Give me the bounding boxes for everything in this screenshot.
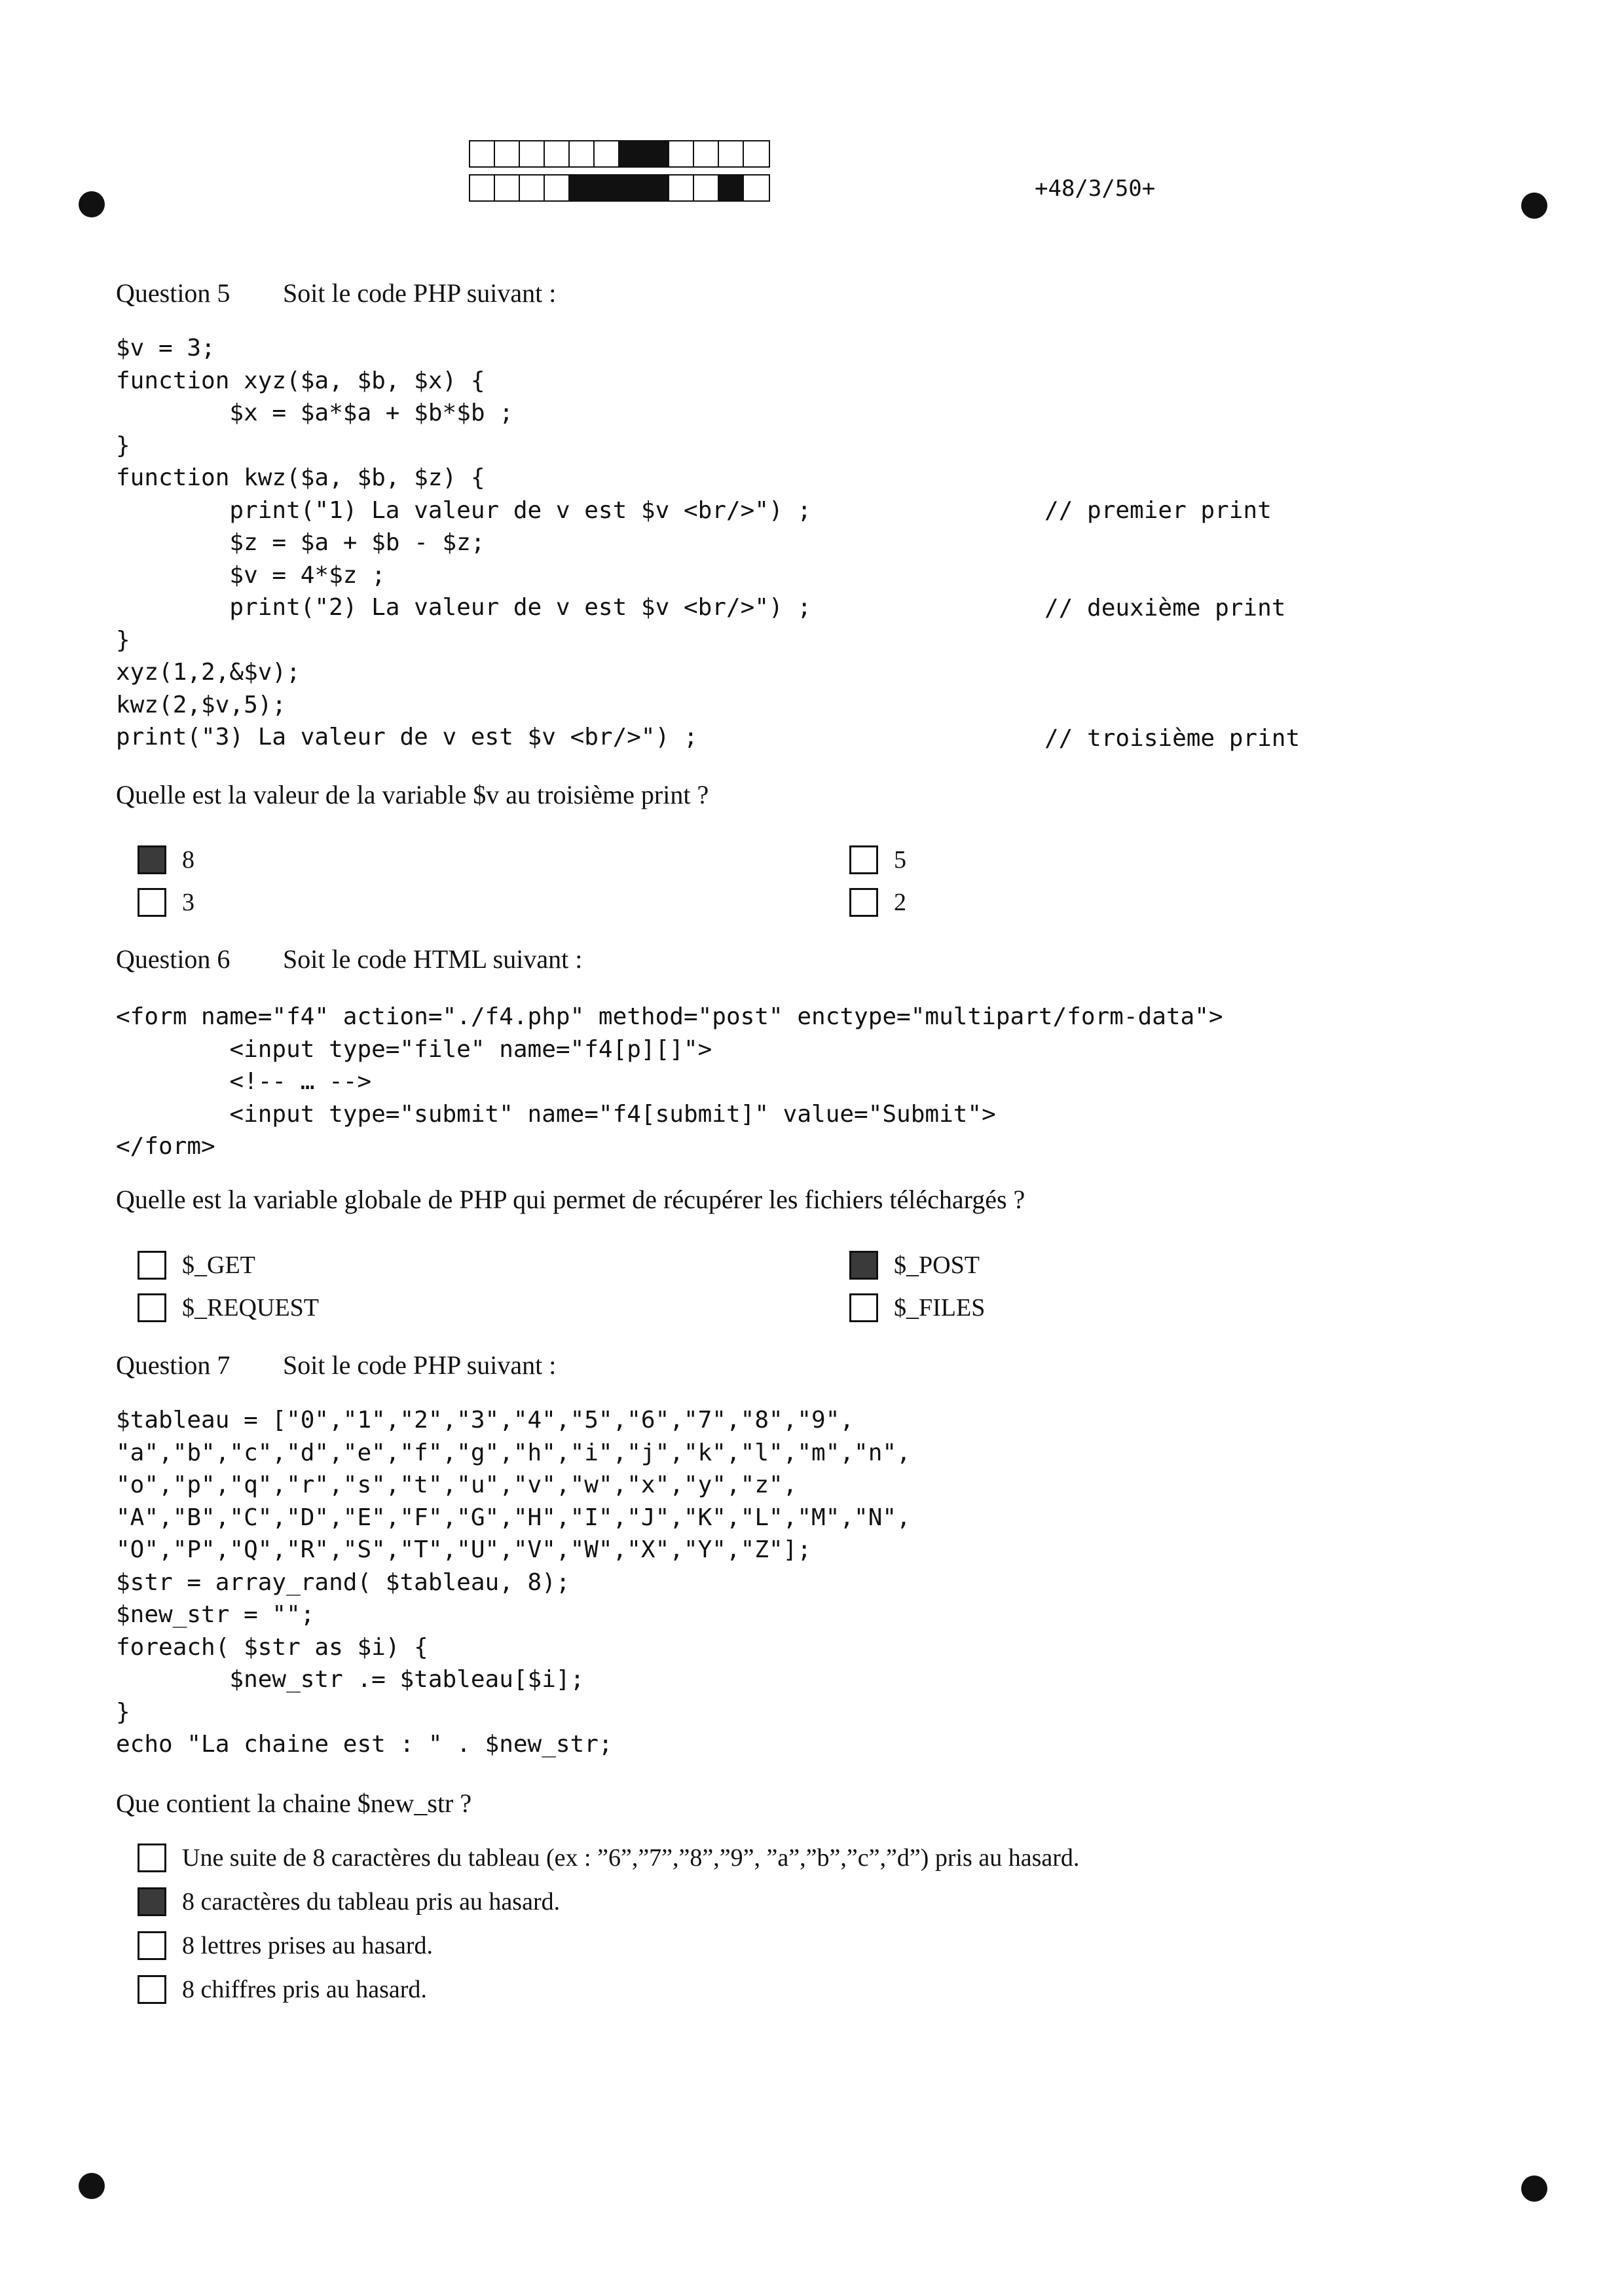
option-label: $_POST — [894, 1251, 980, 1279]
registration-mark-bottom-left — [79, 2173, 105, 2199]
checkbox[interactable] — [138, 1293, 166, 1322]
option-label: $_GET — [182, 1251, 255, 1279]
question-7-prompt: Que contient la chaine $new_str ? — [116, 1788, 472, 1818]
barcode-row-1 — [469, 140, 770, 168]
option-label: 3 — [182, 889, 194, 916]
checkbox[interactable] — [138, 1931, 166, 1960]
option-post[interactable] — [849, 1251, 980, 1280]
comment-troisieme-print: // troisième print — [1044, 725, 1301, 752]
question-6-prompt: Quelle est la variable globale de PHP qui permet de récupérer les fichiers téléchargés ? — [116, 1185, 1025, 1214]
registration-mark-top-right — [1521, 193, 1547, 219]
option-label: 8 — [182, 846, 194, 874]
option-2[interactable] — [849, 888, 906, 917]
option-get[interactable] — [138, 1251, 255, 1280]
question-number: Question 7 — [116, 1350, 231, 1380]
option-label: 8 lettres prises au hasard. — [182, 1932, 434, 1959]
checkbox[interactable] — [138, 1251, 166, 1280]
option-label: 5 — [894, 846, 906, 874]
option-3[interactable] — [138, 888, 194, 917]
checkbox-checked[interactable] — [138, 1887, 166, 1916]
option-label: 8 caractères du tableau pris au hasard. — [182, 1888, 561, 1916]
option-8-chiffres[interactable] — [138, 1975, 427, 2004]
option-label: $_FILES — [894, 1294, 986, 1322]
registration-mark-bottom-right — [1521, 2176, 1547, 2202]
comment-deuxieme-print: // deuxième print — [1044, 595, 1286, 621]
question-intro: Soit le code HTML suivant : — [283, 944, 583, 974]
checkbox-checked[interactable] — [849, 1251, 878, 1280]
question-number: Question 6 — [116, 944, 231, 974]
checkbox[interactable] — [138, 888, 166, 917]
option-files[interactable] — [849, 1293, 985, 1322]
question-7-code: $tableau = ["0","1","2","3","4","5","6","7","8","9", "a","b","c","d","e","f","g","h","i","j","k","l","m","n", "o","p","q","r","s","t","u","v","w","x","y","z", "A","B","C","D","E","F","G","H","I","J","K","L","M","N", "O","P","Q","R","S","T","U","V","W","X","Y","Z"]; $str = array_rand( $tableau, 8); $new_str = ""; foreach( $str as $i) { $new_str .= $tableau[$i]; } echo "La chaine est : " . $new_str; — [116, 1407, 911, 1758]
question-7-header — [116, 1350, 556, 1380]
barcode-row-2 — [469, 174, 770, 202]
question-6-header — [116, 944, 582, 974]
option-label: $_REQUEST — [182, 1294, 319, 1322]
checkbox[interactable] — [849, 845, 878, 874]
checkbox-checked[interactable] — [138, 845, 166, 874]
question-intro: Soit le code PHP suivant : — [283, 1350, 557, 1380]
question-number: Question 5 — [116, 278, 231, 308]
option-8-caracteres[interactable] — [138, 1887, 560, 1916]
checkbox[interactable] — [138, 1843, 166, 1872]
page-identifier: +48/3/50+ — [1035, 176, 1156, 202]
option-5[interactable] — [849, 845, 906, 874]
registration-mark-top-left — [79, 191, 105, 217]
checkbox[interactable] — [138, 1975, 166, 2004]
checkbox[interactable] — [849, 1293, 878, 1322]
question-5-header — [116, 278, 556, 308]
option-label: Une suite de 8 caractères du tableau (ex : ”6”,”7”,”8”,”9”, ”a”,”b”,”c”,”d”) pris au hasard. — [182, 1844, 1080, 1872]
option-label: 2 — [894, 889, 906, 916]
question-6-code: <form name="f4" action="./f4.php" method="post" enctype="multipart/form-data"> <input type="file" name="f4[p][]"> <!-- … --> <input type="submit" name="f4[submit]" value="Submit"> </form> — [116, 1003, 1223, 1160]
option-8-lettres[interactable] — [138, 1931, 433, 1960]
checkbox[interactable] — [849, 888, 878, 917]
question-5-code: $v = 3; function xyz($a, $b, $x) { $x = $a*$a + $b*$b ; } function kwz($a, $b, $z) { print("1) La valeur de v est $v <br/>") ; $z = $a + $b - $z; $v = 4*$z ; print("2) La valeur de v est $v <br/>") ; } xyz(1,2,&$v); kwz(2,$v,5); print("3) La valeur de v est $v <br/>") ; — [116, 335, 812, 750]
question-intro: Soit le code PHP suivant : — [283, 278, 557, 308]
option-request[interactable] — [138, 1293, 319, 1322]
option-8[interactable] — [138, 845, 194, 874]
question-5-prompt: Quelle est la valeur de la variable $v au troisième print ? — [116, 780, 709, 809]
option-label: 8 chiffres pris au hasard. — [182, 1976, 427, 2003]
option-suite-8-caracteres[interactable] — [138, 1843, 1079, 1872]
comment-premier-print: // premier print — [1044, 497, 1272, 524]
